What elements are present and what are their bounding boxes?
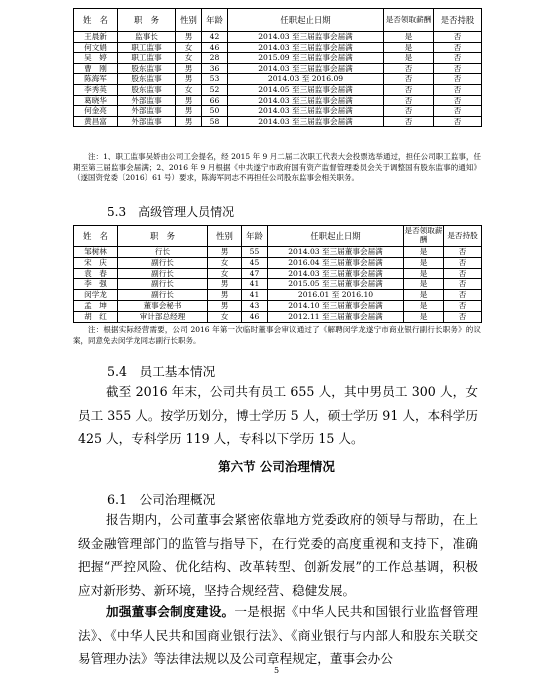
managers-table-body	[74, 247, 482, 323]
employee-summary-paragraph: 截至 2016 年末，公司共有员工 655 人，其中男员工 300 人，女员工 355 人。按学历划分，博士学历 5 人，硕士学历 91 人，本科学历 425 人，专科学历 119 人，专科以下学历 15 人。	[78, 384, 478, 446]
table-cell: 2014.05 至三届监事会届满	[228, 84, 384, 95]
table-cell: 是	[404, 247, 444, 258]
managers-table	[73, 225, 482, 323]
table-cell: 否	[434, 74, 482, 85]
table-cell: 否	[384, 95, 434, 106]
table-cell: 行长	[118, 247, 208, 258]
table-cell: 副行长	[118, 279, 208, 290]
table-cell: 2015.09 至三届监事会届满	[228, 53, 384, 64]
table-cell: 是	[404, 300, 444, 311]
table-cell: 36	[202, 63, 228, 74]
table-row	[74, 116, 482, 127]
table-cell: 55	[242, 247, 268, 258]
table-cell: 52	[202, 84, 228, 95]
header-shares: 是否持股	[444, 226, 482, 247]
table-header-row	[74, 226, 482, 247]
header-name: 姓 名	[74, 226, 118, 247]
table-cell: 否	[444, 279, 482, 290]
table-cell: 女	[176, 42, 202, 53]
table-cell: 外部监事	[118, 106, 176, 117]
table-cell: 李 强	[74, 279, 118, 290]
table-cell: 否	[434, 53, 482, 64]
table-cell: 男	[176, 95, 202, 106]
supervisors-table-body	[74, 32, 482, 127]
table-cell: 何金亮	[74, 106, 118, 117]
table-row	[74, 279, 482, 290]
table-cell: 副行长	[118, 257, 208, 268]
table-cell: 男	[208, 300, 242, 311]
header-salary: 是否领取薪酬	[384, 9, 434, 32]
table-cell: 邹树林	[74, 247, 118, 258]
table-cell: 是	[404, 257, 444, 268]
table-cell: 男	[208, 279, 242, 290]
table-cell: 男	[176, 74, 202, 85]
table-cell: 2014.03 至三届监事会届满	[228, 95, 384, 106]
header-name: 姓 名	[74, 9, 118, 32]
table-cell: 45	[242, 257, 268, 268]
table-cell: 53	[202, 74, 228, 85]
table-cell: 审计部总经理	[118, 311, 208, 322]
header-gender: 性别	[176, 9, 202, 32]
table-cell: 否	[444, 311, 482, 322]
table-cell: 男	[176, 116, 202, 127]
table-row	[74, 257, 482, 268]
table-cell: 股东监事	[118, 84, 176, 95]
governance-paragraph: 报告期内，公司董事会紧密依靠地方党委政府的领导与帮助，在上级金融管理部门的监管与指导下，在行党委的高度重视和支持下，准确把握“严控风险、优化结构、改革转型、创新发展”的工作总基调，积极应对新形势、新环境，坚持合规经营、稳健发展。	[78, 512, 478, 598]
table-cell: 2014.03 至三届监事会届满	[228, 63, 384, 74]
table-cell: 外部监事	[118, 95, 176, 106]
table-cell: 陈海军	[74, 74, 118, 85]
table-cell: 66	[202, 95, 228, 106]
table-row	[74, 290, 482, 301]
table-cell: 否	[434, 32, 482, 43]
board-system-lead: 加强董事会制度建设。	[106, 604, 235, 619]
table-cell: 2014.03 至 2016.09	[228, 74, 384, 85]
table-cell: 2014.03 至三届监事会届满	[228, 32, 384, 43]
table-row	[74, 311, 482, 322]
table-cell: 葛晓华	[74, 95, 118, 106]
table-cell: 是	[404, 290, 444, 301]
table-cell: 职工监事	[118, 42, 176, 53]
table-cell: 58	[202, 116, 228, 127]
table-cell: 46	[202, 42, 228, 53]
header-salary: 是否领取薪酬	[404, 226, 444, 247]
table-cell: 副行长	[118, 290, 208, 301]
table-cell: 副行长	[118, 268, 208, 279]
table-cell: 男	[208, 290, 242, 301]
section-6-title: 第六节 公司治理情况	[218, 459, 335, 474]
table-header-row	[74, 9, 482, 32]
table-cell: 否	[434, 63, 482, 74]
header-shares: 是否持股	[434, 9, 482, 32]
table-cell: 否	[434, 42, 482, 53]
table-cell: 2016.01 至 2016.10	[268, 290, 404, 301]
table-cell: 是	[384, 32, 434, 43]
table-cell: 职工监事	[118, 53, 176, 64]
table-cell: 2014.03 至三届监事会届满	[228, 106, 384, 117]
table-cell: 50	[202, 106, 228, 117]
table-cell: 女	[208, 268, 242, 279]
managers-table-note: 注：根据实际经营需要，公司 2016 年第一次临时董事会审议通过了《解聘闵学龙遂宁市商业银行副行长职务》的议案，同意免去闵学龙同志副行长职务。	[73, 325, 481, 345]
table-cell: 是	[404, 268, 444, 279]
table-cell: 否	[444, 247, 482, 258]
table-row	[74, 247, 482, 258]
table-cell: 否	[444, 300, 482, 311]
table-cell: 28	[202, 53, 228, 64]
header-age: 年龄	[202, 9, 228, 32]
table-cell: 胡 红	[74, 311, 118, 322]
table-cell: 46	[242, 311, 268, 322]
supervisors-table-note: 注：1、职工监事吴娇由公司工会提名，经 2015 年 9 月二届二次职工代表大会投票选举通过，担任公司职工监事，任期至第三届监事会届满；2、2016 年 9 月根据《中共遂宁市政府国有资产监督管理委员会关于调整国有股东监事的通知》（遂国资党委〔2016〕61 号）要求，陈海军同志不再担任公司股东监事会相关职务。	[73, 152, 481, 182]
header-position: 职 务	[118, 226, 208, 247]
table-cell: 外部监事	[118, 116, 176, 127]
table-cell: 41	[242, 279, 268, 290]
table-cell: 男	[176, 63, 202, 74]
table-row	[74, 53, 482, 64]
table-cell: 2012.11 至三届董事会届满	[268, 311, 404, 322]
table-cell: 袁 春	[74, 268, 118, 279]
table-cell: 否	[434, 106, 482, 117]
section-5-3-heading: 5.3 高级管理人员情况	[107, 205, 235, 219]
table-row	[74, 32, 482, 43]
table-cell: 股东监事	[118, 63, 176, 74]
table-row	[74, 63, 482, 74]
table-cell: 2014.03 至三届监事会届满	[228, 116, 384, 127]
table-cell: 是	[404, 279, 444, 290]
table-cell: 否	[434, 84, 482, 95]
table-row	[74, 74, 482, 85]
header-gender: 性别	[208, 226, 242, 247]
table-cell: 41	[242, 290, 268, 301]
table-cell: 女	[176, 84, 202, 95]
table-cell: 董事会秘书	[118, 300, 208, 311]
header-age: 年龄	[242, 226, 268, 247]
table-cell: 何文娟	[74, 42, 118, 53]
table-cell: 吴 婷	[74, 53, 118, 64]
table-row	[74, 106, 482, 117]
table-cell: 否	[444, 290, 482, 301]
table-cell: 男	[176, 106, 202, 117]
section-6-1-heading: 6.1 公司治理概况	[107, 492, 216, 507]
table-cell: 43	[242, 300, 268, 311]
table-cell: 2015.05 至三届董事会届满	[268, 279, 404, 290]
table-cell: 是	[384, 42, 434, 53]
table-cell: 李秀英	[74, 84, 118, 95]
table-cell: 否	[434, 95, 482, 106]
table-cell: 股东监事	[118, 74, 176, 85]
table-cell: 否	[384, 84, 434, 95]
supervisors-table	[73, 8, 482, 127]
table-cell: 王晨新	[74, 32, 118, 43]
header-term: 任职起止日期	[228, 9, 384, 32]
table-cell: 2014.03 至三届董事会届满	[268, 247, 404, 258]
table-cell: 是	[384, 53, 434, 64]
table-cell: 男	[208, 247, 242, 258]
table-cell: 男	[176, 32, 202, 43]
header-term: 任职起止日期	[268, 226, 404, 247]
table-cell: 2014.03 至三届董事会届满	[268, 268, 404, 279]
table-cell: 2014.10 至三届董事会届满	[268, 300, 404, 311]
page-number: 5	[273, 666, 280, 675]
table-cell: 否	[384, 106, 434, 117]
table-cell: 否	[444, 268, 482, 279]
table-row	[74, 300, 482, 311]
board-system-text: 一是根据《中华人民共和国银行业监督管理法》、《中华人民共和国商业银行法》、《商业银行与内部人和股东关联交易管理办法》等法律法规以及公司章程规定，董事会办公	[78, 604, 478, 666]
table-cell: 女	[208, 311, 242, 322]
table-row	[74, 42, 482, 53]
section-5-4-heading: 5.4 员工基本情况	[107, 364, 216, 379]
board-system-paragraph	[78, 600, 478, 671]
table-cell: 闵学龙	[74, 290, 118, 301]
table-cell: 黄昌富	[74, 116, 118, 127]
table-cell: 监事长	[118, 32, 176, 43]
table-cell: 女	[176, 53, 202, 64]
table-cell: 2014.03 至三届监事会届满	[228, 42, 384, 53]
table-row	[74, 95, 482, 106]
header-position: 职 务	[118, 9, 176, 32]
table-cell: 2016.04 至三届董事会届满	[268, 257, 404, 268]
table-cell: 42	[202, 32, 228, 43]
table-cell: 是	[404, 311, 444, 322]
table-cell: 否	[444, 257, 482, 268]
table-cell: 宋 庆	[74, 257, 118, 268]
table-cell: 孟 坤	[74, 300, 118, 311]
table-row	[74, 268, 482, 279]
table-cell: 否	[434, 116, 482, 127]
table-cell: 47	[242, 268, 268, 279]
table-cell: 否	[384, 74, 434, 85]
table-cell: 否	[384, 116, 434, 127]
table-row	[74, 84, 482, 95]
table-cell: 女	[208, 257, 242, 268]
table-cell: 否	[384, 63, 434, 74]
table-cell: 曹 刚	[74, 63, 118, 74]
